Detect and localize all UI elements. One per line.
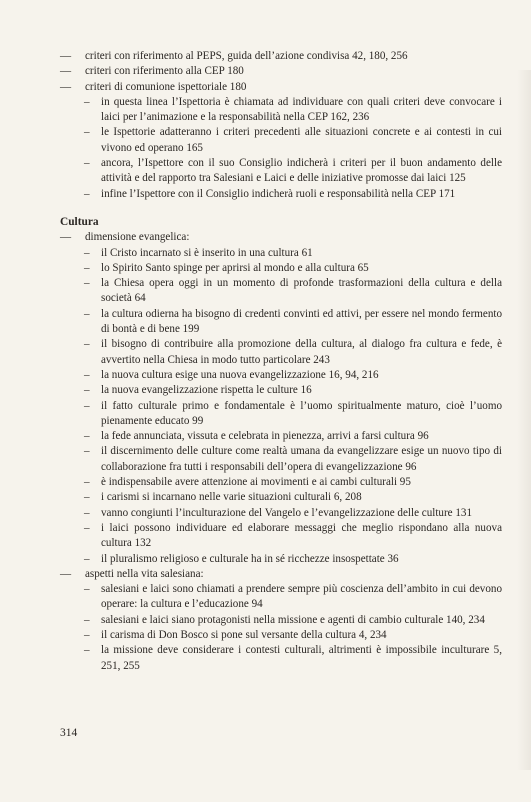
entry-text: vanno congiunti l’inculturazione del Vangelo e l’evangelizzazione delle culture 131: [101, 506, 472, 519]
en-dash-marker: –: [84, 261, 90, 274]
index-subentry: [60, 490, 502, 505]
entry-text: il fatto culturale primo e fondamentale è l’uomo spiritualmente maturo, cioè l’uomo pienamente educato 99: [101, 399, 502, 427]
entry-text: il bisogno di contribuire alla promozione della cultura, al dialogo fra cultura e fede, è avvertito nella Chiesa in modo tutto particolare 243: [101, 338, 502, 366]
index-entry: [60, 49, 502, 64]
em-dash-marker: —: [60, 231, 72, 244]
index-subentry: [60, 95, 502, 126]
index-subentry: [60, 613, 502, 628]
index-subentry: [60, 307, 502, 338]
index-subentry: [60, 337, 502, 368]
entry-text: la nuova evangelizzazione rispetta le culture 16: [101, 384, 312, 397]
entry-text: la missione deve considerare i contesti culturali, altrimenti è impossibile inculturare 5, 251, 255: [101, 644, 502, 672]
em-dash-marker: —: [60, 80, 72, 93]
entry-text: la fede annunciata, vissuta e celebrata in pienezza, arrivi a farsi cultura 96: [101, 430, 429, 443]
entry-text: criteri di comunione ispettoriale 180: [85, 80, 247, 93]
en-dash-marker: –: [84, 445, 90, 458]
entry-text: i laici possono individuare ed elaborare messaggi che meglio rispondano alla nuova cultura 132: [101, 521, 502, 550]
page-number: 314: [60, 727, 78, 739]
en-dash-marker: –: [84, 307, 90, 320]
en-dash-marker: –: [84, 95, 90, 108]
en-dash-marker: –: [84, 613, 90, 626]
index-subentry: [60, 276, 502, 307]
entry-text: salesiani e laici siano protagonisti nella missione e agenti di cambio culturale 140, 234: [101, 613, 485, 626]
entry-text: criteri con riferimento al PEPS, guida dell’azione condivisa 42, 180, 256: [85, 50, 408, 62]
entry-text: salesiani e laici sono chiamati a prendere sempre più coscienza dell’ambito in cui devono operare: la cultura e l’educazione 94: [101, 583, 502, 611]
index-entry: [60, 567, 502, 582]
em-dash-marker: —: [60, 65, 72, 78]
en-dash-marker: –: [84, 126, 90, 139]
en-dash-marker: –: [84, 338, 90, 351]
index-subentry: [60, 261, 502, 276]
show-through-shadow: [517, 70, 531, 770]
en-dash-marker: –: [84, 506, 90, 519]
en-dash-marker: –: [84, 491, 90, 504]
entry-text: infine l’Ispettore con il Consiglio indicherà ruoli e responsabilità nella CEP 171: [101, 187, 456, 200]
en-dash-marker: –: [84, 384, 90, 397]
en-dash-marker: –: [84, 552, 90, 565]
en-dash-marker: –: [84, 368, 90, 381]
entry-text: dimensione evangelica:: [85, 231, 190, 244]
en-dash-marker: –: [84, 399, 90, 412]
en-dash-marker: –: [84, 476, 90, 489]
entry-text: la nuova cultura esige una nuova evangelizzazione 16, 94, 216: [101, 368, 379, 381]
index-subentry: [60, 643, 502, 674]
entry-text: i carismi si incarnano nelle varie situazioni culturali 6, 208: [101, 491, 362, 504]
entry-text: le Ispettorie adatteranno i criteri precedenti alle situazioni concrete e ai contesti in cui vivono ed operano 165: [101, 126, 502, 154]
entry-text: ancora, l’Ispettore con il suo Consiglio indicherà i criteri per il buon andamento delle attività e del rapporto tra Salesiani e Laici e delle iniziative promosse dai laici 125: [101, 157, 502, 185]
en-dash-marker: –: [84, 628, 90, 641]
en-dash-marker: –: [84, 521, 90, 534]
entry-text: la Chiesa opera oggi in un momento di profonde trasformazioni della cultura e della società 64: [101, 277, 502, 305]
section-heading: Cultura: [60, 215, 99, 228]
index-subentry: [60, 246, 502, 261]
entry-text: aspetti nella vita salesiana:: [85, 567, 204, 580]
index-subentry: [60, 429, 502, 444]
index-subentry: [60, 444, 502, 475]
index-subentry: [60, 368, 502, 383]
entry-text: la cultura odierna ha bisogno di credenti convinti ed attivi, per essere nel mondo fermento di bontà e di bene 199: [101, 307, 502, 336]
en-dash-marker: –: [84, 430, 90, 443]
index-subentry: [60, 552, 502, 567]
index-subentry: [60, 125, 502, 156]
en-dash-marker: –: [84, 277, 90, 290]
index-subentry: [60, 521, 502, 552]
entry-text: in questa linea l’Ispettoria è chiamata ad individuare con quali criteri deve convocare i laici per l’animazione e la responsabilità nella CEP 162, 236: [101, 95, 502, 124]
index-entry: [60, 230, 502, 245]
entry-text: il pluralismo religioso e culturale ha in sé ricchezze insospettate 36: [101, 552, 399, 565]
index-subentry: [60, 156, 502, 187]
index-subentry: [60, 383, 502, 398]
entry-text: criteri con riferimento alla CEP 180: [85, 65, 244, 78]
index-entry: [60, 80, 502, 95]
entry-text: il discernimento delle culture come realtà umana da evangelizzare esige un nuovo tipo di collaborazione fra tutti i responsabili dell’opera di evangelizzazione 96: [101, 445, 502, 473]
entry-text: il carisma di Don Bosco si pone sul versante della cultura 4, 234: [101, 628, 387, 641]
entry-text: è indispensabile avere attenzione ai movimenti e ai cambi culturali 95: [101, 476, 411, 489]
entry-text: lo Spirito Santo spinge per aprirsi al mondo e alla cultura 65: [101, 261, 369, 274]
index-subentry: [60, 582, 502, 613]
entry-text: il Cristo incarnato si è inserito in una cultura 61: [101, 246, 313, 259]
en-dash-marker: –: [84, 246, 90, 259]
index-subentry: [60, 506, 502, 521]
index-entry: [60, 64, 502, 79]
em-dash-marker: —: [60, 567, 72, 580]
index-entries: [60, 49, 502, 674]
en-dash-marker: –: [84, 157, 90, 170]
en-dash-marker: –: [84, 644, 90, 657]
en-dash-marker: –: [84, 187, 90, 200]
index-subentry: [60, 628, 502, 643]
em-dash-marker: —: [60, 50, 72, 62]
index-subentry: [60, 399, 502, 430]
en-dash-marker: –: [84, 583, 90, 596]
index-subentry: [60, 187, 502, 202]
index-subentry: [60, 475, 502, 490]
